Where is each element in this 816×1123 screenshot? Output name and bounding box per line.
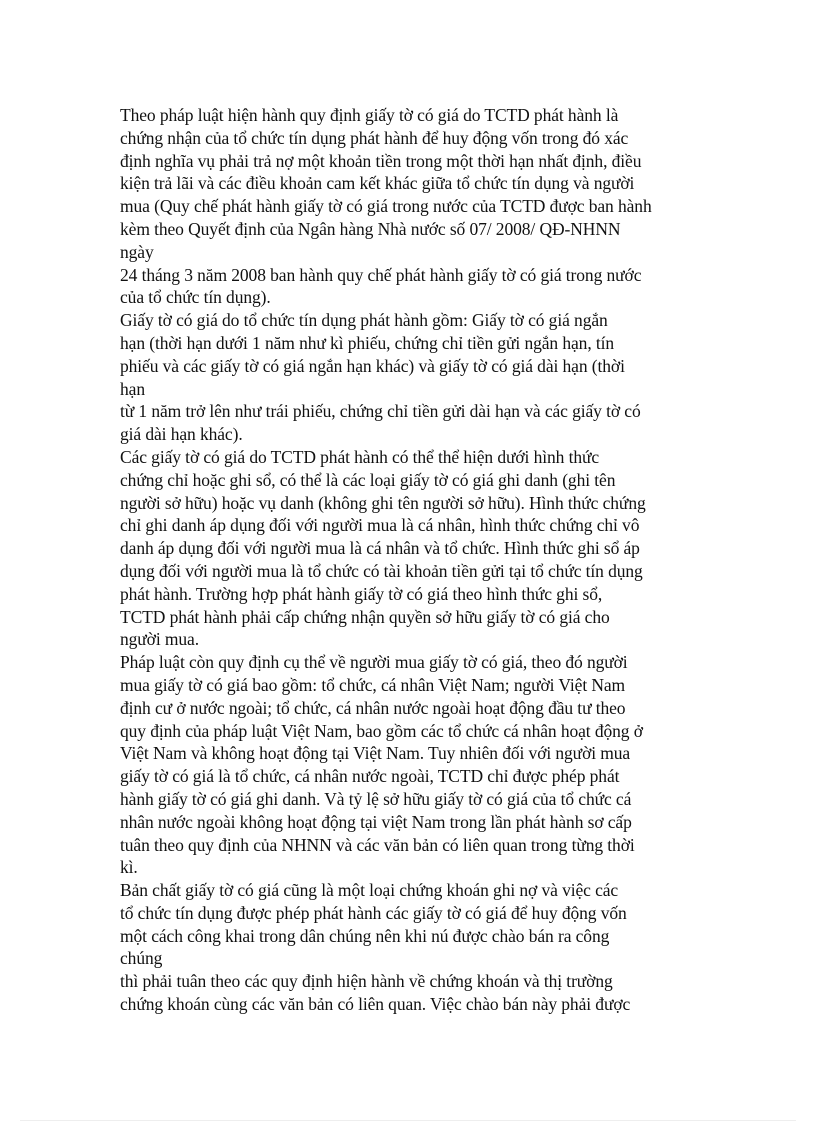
text-line: phát hành. Trường hợp phát hành giấy tờ có giá theo hình thức ghi sổ, — [120, 583, 603, 604]
text-line: tổ chức tín dụng được phép phát hành các giấy tờ có giá để huy động vốn — [120, 902, 627, 923]
text-line: hành giấy tờ có giá ghi danh. Và tỷ lệ sở hữu giấy tờ có giá của tổ chức cá — [120, 788, 632, 809]
text-line: quy định của pháp luật Việt Nam, bao gồm các tổ chức cá nhân hoạt động ở — [120, 720, 643, 741]
page-bottom-divider — [20, 1120, 796, 1121]
text-line: Theo pháp luật hiện hành quy định giấy tờ có giá do TCTD phát hành là — [120, 105, 619, 125]
text-line: phiếu và các giấy tờ có giá ngắn hạn khác) và giấy tờ có giá dài hạn (thời — [120, 355, 625, 376]
text-line: mua giấy tờ có giá bao gồm: tổ chức, cá nhân Việt Nam; người Việt Nam — [120, 674, 626, 695]
text-line: TCTD phát hành phải cấp chứng nhận quyền sở hữu giấy tờ có giá cho — [120, 606, 610, 627]
text-line: người sở hữu) hoặc vụ danh (không ghi tên người sở hữu). Hình thức chứng — [120, 492, 646, 513]
text-line: danh áp dụng đối với người mua là cá nhân và tổ chức. Hình thức ghi sổ áp — [120, 538, 640, 559]
text-line: thì phải tuân theo các quy định hiện hành về chứng khoán và thị trường — [120, 971, 613, 992]
text-line: Các giấy tờ có giá do TCTD phát hành có thể thể hiện dưới hình thức — [120, 446, 600, 467]
text-line: giấy tờ có giá là tổ chức, cá nhân nước ngoài, TCTD chỉ được phép phát — [120, 766, 620, 787]
text-line: Giấy tờ có giá do tổ chức tín dụng phát hành gồm: Giấy tờ có giá ngắn — [120, 310, 608, 331]
text-line: chứng nhận của tổ chức tín dụng phát hành để huy động vốn trong đó xác — [120, 127, 629, 148]
text-line: mua (Quy chế phát hành giấy tờ có giá trong nước của TCTD được ban hành — [120, 196, 652, 217]
text-line: định cư ở nước ngoài; tổ chức, cá nhân nước ngoài hoạt động đầu tư theo — [120, 697, 626, 718]
text-line: Pháp luật còn quy định cụ thể về người mua giấy tờ có giá, theo đó người — [120, 652, 628, 673]
text-line: chứng khoán cùng các văn bản có liên quan. Việc chào bán này phải được — [120, 994, 631, 1015]
text-line: giá dài hạn khác). — [120, 424, 243, 445]
text-line: một cách công khai trong dân chúng nên khi nú được chào bán ra công — [120, 925, 610, 946]
text-line: kèm theo Quyết định của Ngân hàng Nhà nước số 07/ 2008/ QĐ-NHNN — [120, 218, 621, 239]
text-line: hạn — [120, 378, 145, 399]
text-line: 24 tháng 3 năm 2008 ban hành quy chế phát hành giấy tờ có giá trong nước — [120, 264, 642, 285]
text-line: định nghĩa vụ phải trả nợ một khoản tiền trong một thời hạn nhất định, điều — [120, 150, 642, 171]
text-line: ngày — [120, 241, 154, 262]
text-line: nhân nước ngoài không hoạt động tại việt Nam trong lần phát hành sơ cấp — [120, 811, 632, 832]
text-line: kì. — [120, 857, 138, 878]
text-line: dụng đối với người mua là tổ chức có tài khoản tiền gửi tại tổ chức tín dụng — [120, 560, 643, 581]
text-line: Bản chất giấy tờ có giá cũng là một loại chứng khoán ghi nợ và việc các — [120, 880, 619, 901]
text-line: Việt Nam và không hoạt động tại Việt Nam. Tuy nhiên đối với người mua — [120, 743, 631, 764]
text-line: của tổ chức tín dụng). — [120, 287, 271, 308]
body-text — [120, 104, 700, 1016]
text-line: hạn (thời hạn dưới 1 năm như kì phiếu, chứng chỉ tiền gửi ngắn hạn, tín — [120, 332, 615, 353]
text-line: kiện trả lãi và các điều khoản cam kết khác giữa tổ chức tín dụng và người — [120, 173, 635, 194]
text-line: người mua. — [120, 629, 199, 650]
text-line: tuân theo quy định của NHNN và các văn bản có liên quan trong từng thời — [120, 834, 635, 855]
text-line: từ 1 năm trở lên như trái phiếu, chứng chỉ tiền gửi dài hạn và các giấy tờ có — [120, 401, 641, 422]
text-line: chứng chỉ hoặc ghi sổ, có thể là các loại giấy tờ có giá ghi danh (ghi tên — [120, 469, 616, 490]
text-line: chúng — [120, 948, 163, 969]
text-line: chỉ ghi danh áp dụng đối với người mua là cá nhân, hình thức chứng chỉ vô — [120, 515, 640, 536]
